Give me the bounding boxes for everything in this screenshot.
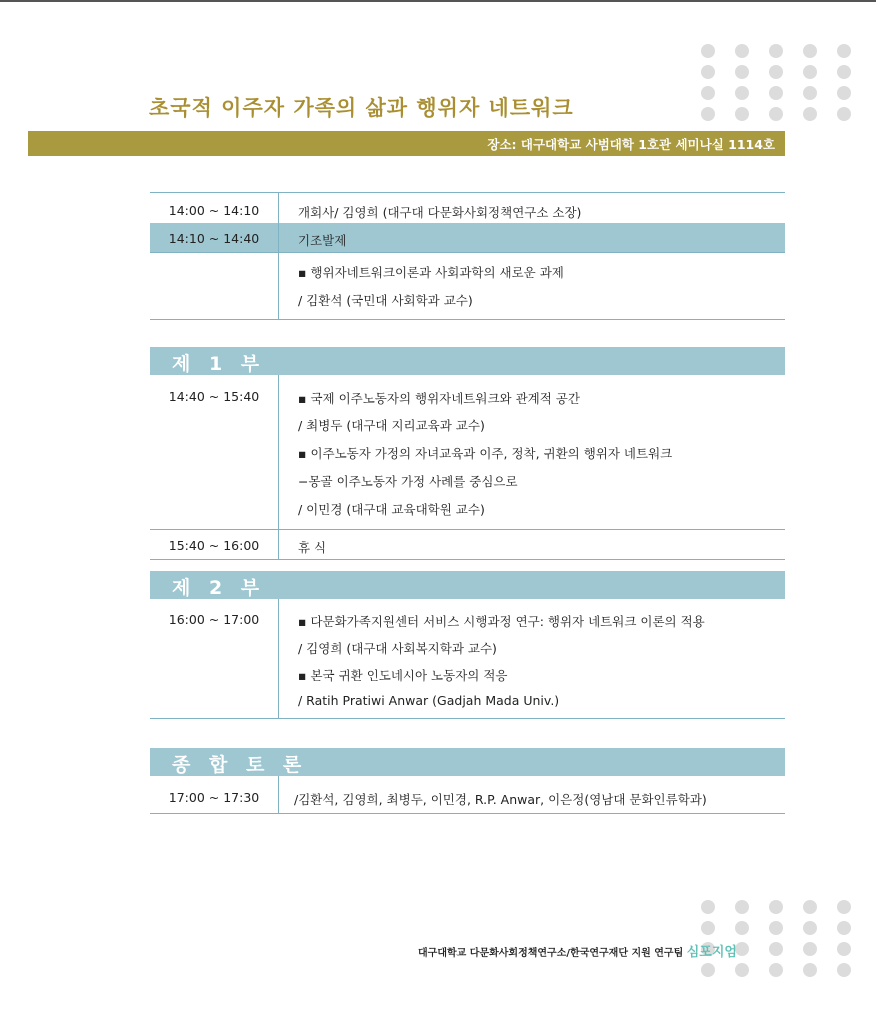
discussion-panel: /김환석, 김영희, 최병두, 이민경, R.P. Anwar, 이은정(영남대 문화인류학과): [294, 792, 707, 807]
page-title: 초국적 이주자 가족의 삶과 행위자 네트워크: [149, 96, 574, 120]
part2-line-1: ▪ 다문화가족지원센터 서비스 시행과정 연구: 행위자 네트워크 이론의 적용: [298, 614, 705, 629]
part1-line-4: −몽골 이주노동자 가정 사례를 중심으로: [298, 474, 518, 489]
venue-text: 장소: 대구대학교 사범대학 1호관 세미나실 1114호: [487, 137, 775, 152]
part1-line-2: / 최병두 (대구대 지리교육과 교수): [298, 418, 485, 433]
top-rule: [0, 0, 876, 2]
footer: [418, 941, 737, 960]
section-label-part1: 제 1 부: [172, 353, 266, 375]
section-header-discussion: [150, 748, 785, 776]
footer-organizer: 대구대학교 다문화사회정책연구소/한국연구재단 지원 연구팀: [418, 948, 684, 959]
decorative-dot-grid-top: [701, 44, 854, 121]
time-empty-cell: [150, 253, 279, 319]
time-opening: 14:00 ~ 14:10: [150, 193, 279, 223]
schedule-row-keynote-detail: [150, 253, 785, 320]
schedule-row-discussion: [150, 776, 785, 814]
time-part1: 14:40 ~ 15:40: [150, 375, 279, 529]
keynote-speaker: / 김환석 (국민대 사회학과 교수): [298, 293, 473, 308]
part2-line-3: ▪ 본국 귀환 인도네시아 노동자의 적응: [298, 668, 508, 683]
section-label-discussion: 종 합 토 론: [172, 754, 308, 776]
time-keynote: 14:10 ~ 14:40: [150, 223, 279, 252]
section-header-part1: [150, 347, 785, 375]
opening-text: 개회사/ 김영희 (대구대 다문화사회정책연구소 소장): [298, 205, 582, 220]
part2-line-4: / Ratih Pratiwi Anwar (Gadjah Mada Univ.): [298, 693, 560, 708]
venue-bar: [28, 131, 785, 156]
part1-line-5: / 이민경 (대구대 교육대학원 교수): [298, 502, 485, 517]
schedule-row-part1: [150, 375, 785, 530]
decorative-dot-grid-bottom: [701, 900, 854, 977]
time-break: 15:40 ~ 16:00: [150, 530, 279, 559]
section-header-part2: [150, 571, 785, 599]
keynote-label: 기조발제: [298, 233, 347, 248]
keynote-topic: ▪ 행위자네트워크이론과 사회과학의 새로운 과제: [298, 265, 564, 280]
break-text: 휴 식: [298, 540, 327, 555]
part1-line-1: ▪ 국제 이주노동자의 행위자네트워크와 관계적 공간: [298, 391, 580, 406]
schedule-row-part2: [150, 599, 785, 719]
part2-line-2: / 김영희 (대구대 사회복지학과 교수): [298, 641, 497, 656]
schedule-row-break: [150, 530, 785, 560]
schedule-row-opening: [150, 192, 785, 224]
schedule-row-keynote-header: [150, 223, 785, 253]
part1-line-3: ▪ 이주노동자 가정의 자녀교육과 이주, 정착, 귀환의 행위자 네트워크: [298, 446, 673, 461]
time-discussion: 17:00 ~ 17:30: [150, 776, 279, 813]
section-label-part2: 제 2 부: [172, 577, 266, 599]
footer-symposium: 심포지엄: [686, 945, 737, 960]
time-part2: 16:00 ~ 17:00: [150, 599, 279, 718]
